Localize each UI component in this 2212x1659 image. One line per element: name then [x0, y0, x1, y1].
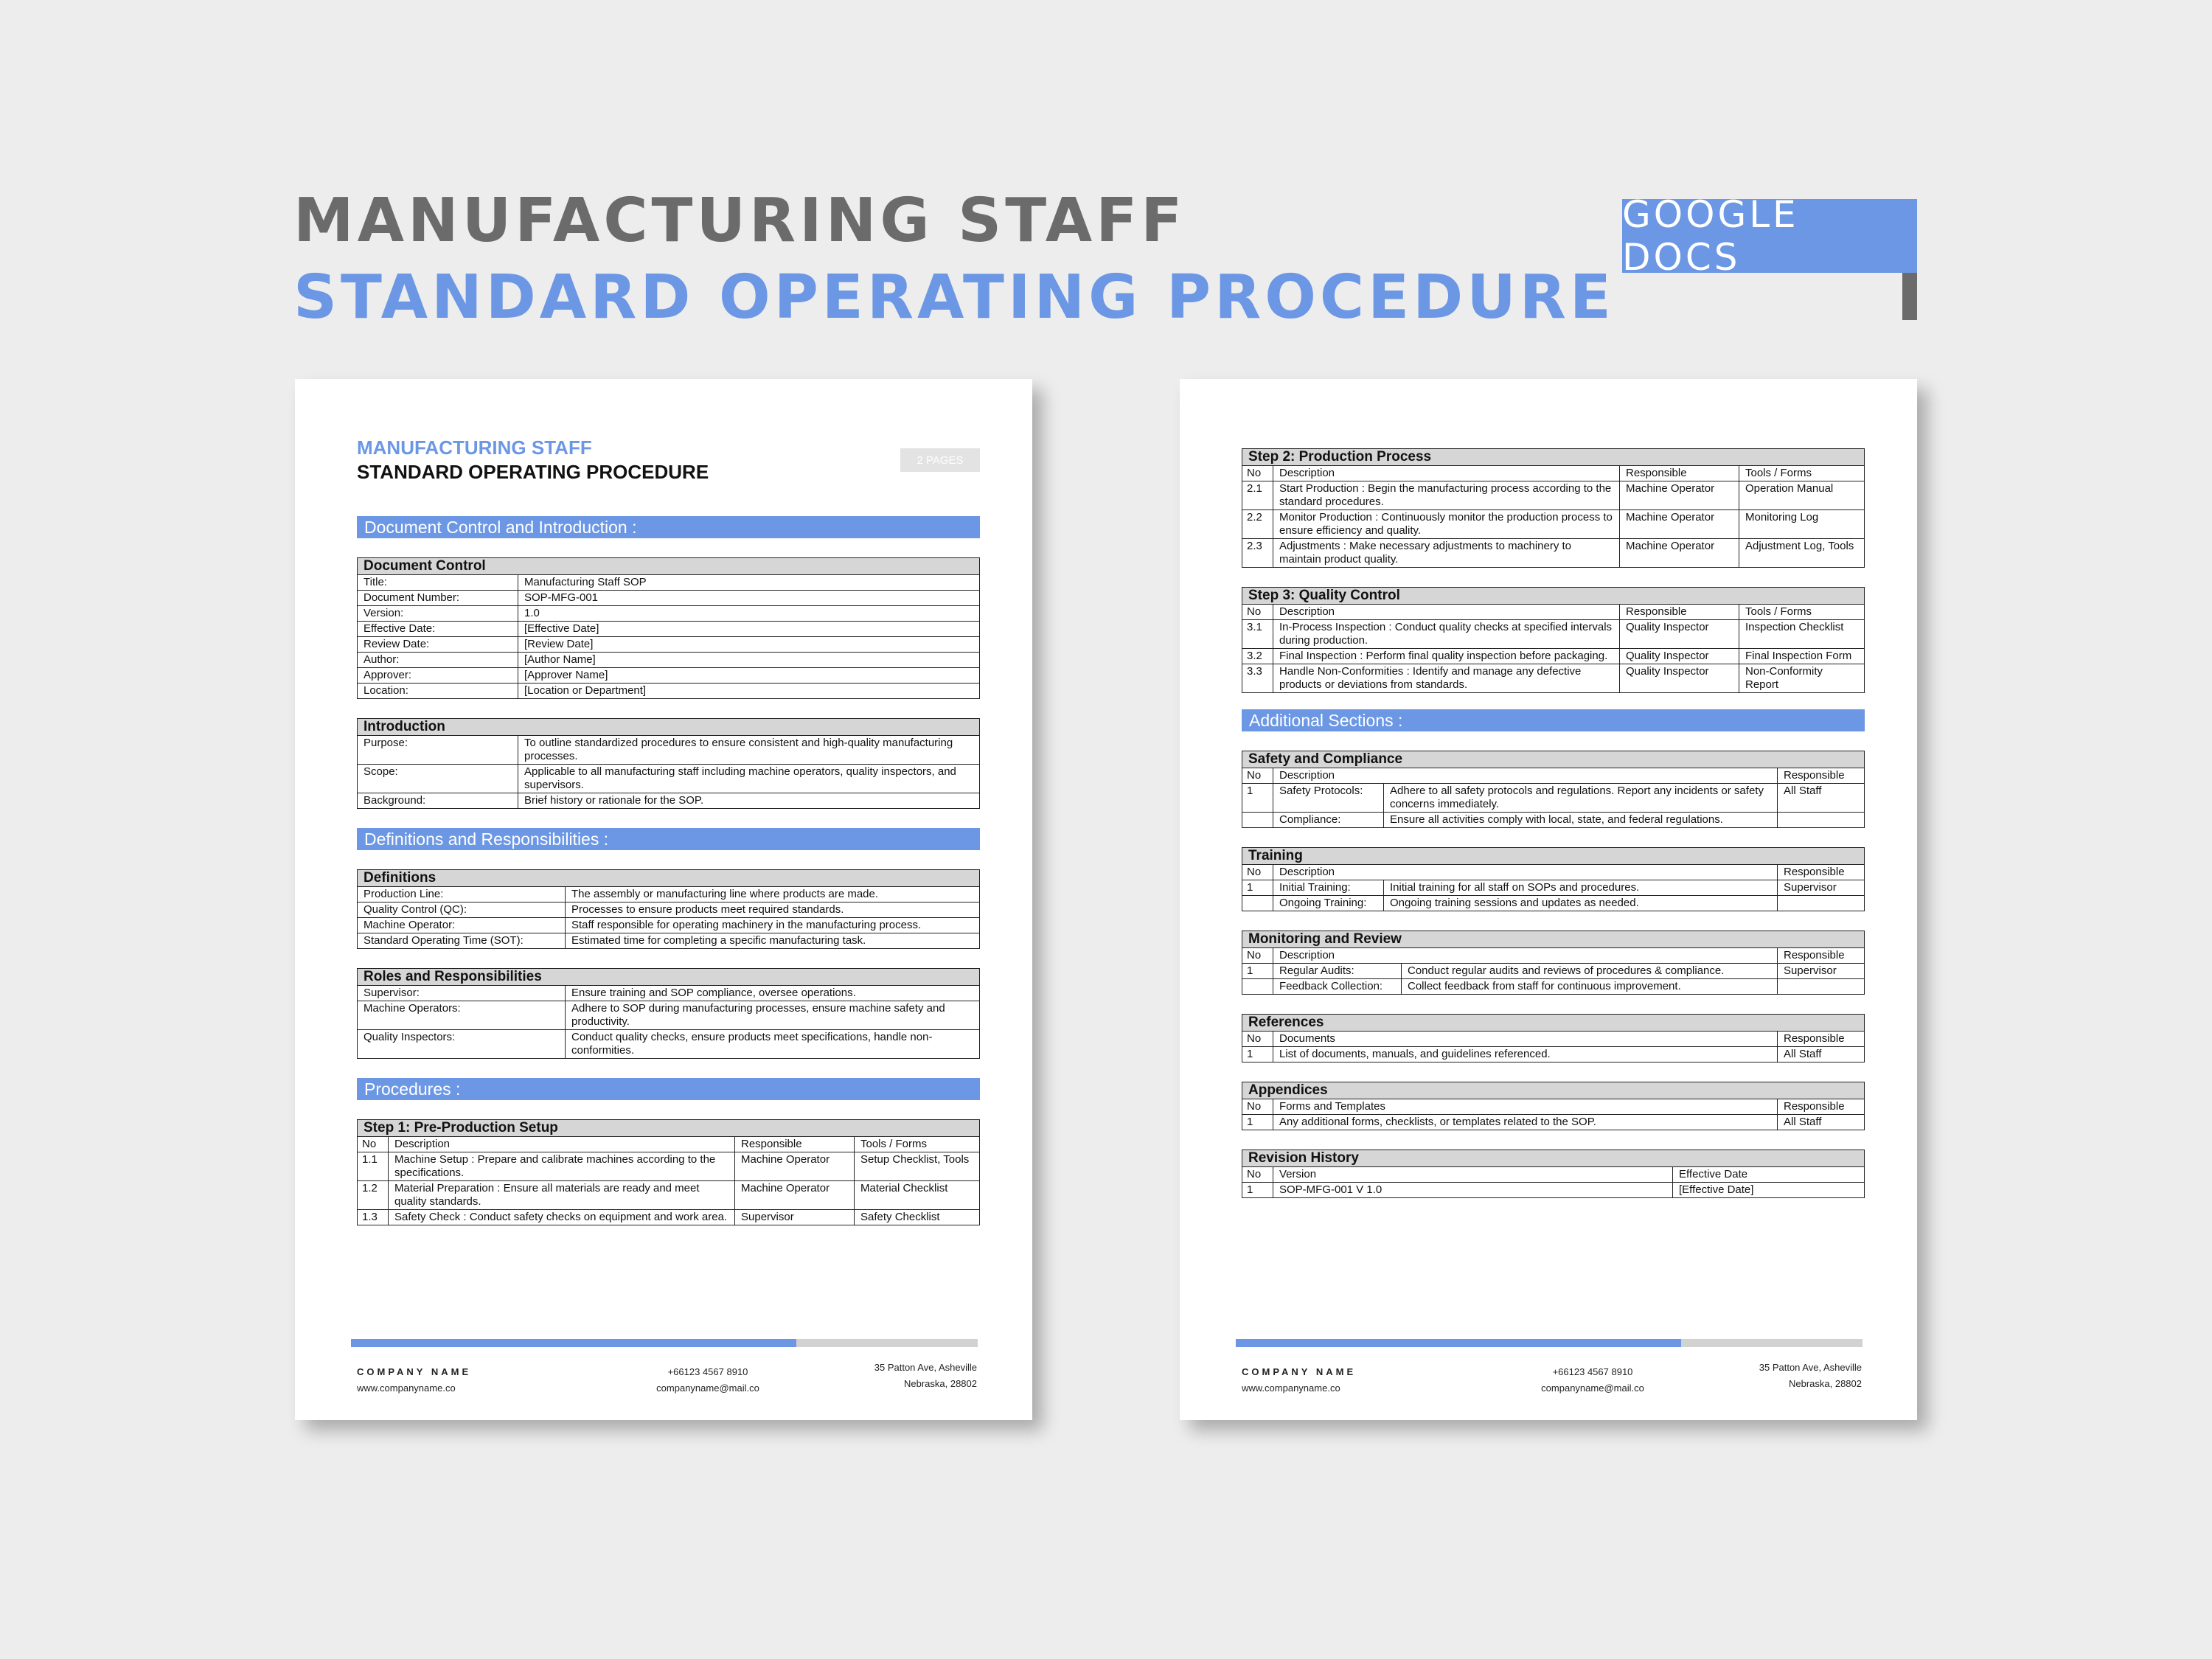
table-row [358, 887, 980, 902]
column-header: No [1242, 948, 1273, 964]
step-responsible: Quality Inspector [1620, 664, 1739, 693]
column-header: Effective Date [1673, 1167, 1865, 1183]
field-label: Document Number: [358, 591, 518, 606]
column-header: Description [1273, 865, 1778, 880]
table-row [358, 765, 980, 793]
company-phone: +66123 4567 8910 [1552, 1366, 1633, 1377]
column-header: Description [1273, 948, 1778, 964]
roles-table [357, 968, 980, 1059]
table-row [1242, 964, 1865, 979]
table-row [1242, 539, 1865, 568]
field-value: [Effective Date] [518, 622, 980, 637]
column-header-row [1242, 605, 1865, 620]
table-row [1242, 784, 1865, 813]
table-row [358, 1181, 980, 1210]
item-responsible: All Staff [1778, 1115, 1865, 1130]
table-header: Step 2: Production Process [1242, 449, 1865, 466]
table-row [1242, 1047, 1865, 1062]
definitions-table [357, 869, 980, 949]
item-number: 1 [1242, 880, 1273, 896]
table-row [358, 1001, 980, 1030]
table-row [358, 1152, 980, 1181]
role: Supervisor: [358, 986, 566, 1001]
column-header: No [358, 1137, 389, 1152]
column-header: Description [1273, 466, 1620, 481]
footer-company [1242, 1364, 1356, 1397]
table-header: References [1242, 1015, 1865, 1032]
safety-table [1242, 751, 1865, 828]
item-number [1242, 896, 1273, 911]
column-header: Responsible [1620, 466, 1739, 481]
training-table [1242, 847, 1865, 911]
item-number: 1 [1242, 964, 1273, 979]
step-description: Monitor Production : Continuously monitor the production process to ensure efficiency and quality. [1273, 510, 1620, 539]
step1-table [357, 1119, 980, 1225]
table-row [1242, 979, 1865, 995]
footer-company [357, 1364, 471, 1397]
item-label: Regular Audits: [1273, 964, 1402, 979]
table-row [358, 653, 980, 668]
table-row [358, 986, 980, 1001]
field-label: Effective Date: [358, 622, 518, 637]
item-number [1242, 813, 1273, 828]
step-description: Handle Non-Conformities : Identify and manage any defective products or deviations from standards. [1273, 664, 1620, 693]
step-description: Machine Setup : Prepare and calibrate machines according to the specifications. [389, 1152, 735, 1181]
document-page-1 [295, 379, 1032, 1420]
footer-progress-bar [1236, 1339, 1863, 1347]
item-responsible: Supervisor [1778, 964, 1865, 979]
step-description: Start Production : Begin the manufacturing process according to the standard procedures. [1273, 481, 1620, 510]
section-header-procedures: Procedures : [357, 1078, 980, 1100]
table-header: Introduction [358, 719, 980, 736]
column-header: No [1242, 466, 1273, 481]
step-number: 2.2 [1242, 510, 1273, 539]
column-header-row [1242, 768, 1865, 784]
table-row [1242, 510, 1865, 539]
field-value: [Author Name] [518, 653, 980, 668]
field-value: Manufacturing Staff SOP [518, 575, 980, 591]
table-header: Step 1: Pre-Production Setup [358, 1120, 980, 1137]
item-description: Conduct regular audits and reviews of procedures & compliance. [1402, 964, 1778, 979]
step-tools: Adjustment Log, Tools [1739, 539, 1865, 568]
column-header: Responsible [735, 1137, 855, 1152]
column-header: Version [1273, 1167, 1673, 1183]
item-description: Initial training for all staff on SOPs and procedures. [1384, 880, 1778, 896]
table-row [358, 606, 980, 622]
item-label: Feedback Collection: [1273, 979, 1402, 995]
section-header-additional: Additional Sections : [1242, 709, 1865, 731]
field-value: Applicable to all manufacturing staff including machine operators, quality inspectors, and supervisors. [518, 765, 980, 793]
page-2-content [1242, 429, 1865, 1198]
table-row [358, 793, 980, 809]
step-responsible: Machine Operator [1620, 510, 1739, 539]
footer-address [1652, 1360, 1862, 1392]
company-name: COMPANY NAME [357, 1366, 472, 1377]
column-header: Description [1273, 605, 1620, 620]
term: Production Line: [358, 887, 566, 902]
table-row [358, 933, 980, 949]
table-header: Revision History [1242, 1150, 1865, 1167]
step-responsible: Quality Inspector [1620, 649, 1739, 664]
step-number: 2.3 [1242, 539, 1273, 568]
step-tools: Material Checklist [855, 1181, 980, 1210]
footer-progress-bar [351, 1339, 978, 1347]
company-name: COMPANY NAME [1242, 1366, 1357, 1377]
company-email: companyname@mail.co [656, 1382, 759, 1394]
step3-table [1242, 587, 1865, 693]
step2-table [1242, 448, 1865, 568]
address-line2: Nebraska, 28802 [1788, 1378, 1862, 1389]
table-row [358, 591, 980, 606]
item-label: Initial Training: [1273, 880, 1384, 896]
item-number [1242, 979, 1273, 995]
responsibility: Ensure training and SOP compliance, oversee operations. [566, 986, 980, 1001]
company-email: companyname@mail.co [1541, 1382, 1644, 1394]
table-row [1242, 813, 1865, 828]
section-header-document-control: Document Control and Introduction : [357, 516, 980, 538]
definition: The assembly or manufacturing line where products are made. [566, 887, 980, 902]
column-header: No [1242, 1099, 1273, 1115]
field-label: Approver: [358, 668, 518, 684]
table-row [358, 622, 980, 637]
column-header-row [1242, 1032, 1865, 1047]
references-table [1242, 1014, 1865, 1062]
step-number: 1.1 [358, 1152, 389, 1181]
step-tools: Inspection Checklist [1739, 620, 1865, 649]
step-tools: Monitoring Log [1739, 510, 1865, 539]
column-header: Tools / Forms [1739, 605, 1865, 620]
item-description: List of documents, manuals, and guidelines referenced. [1273, 1047, 1778, 1062]
column-header: Forms and Templates [1273, 1099, 1778, 1115]
column-header-row [1242, 466, 1865, 481]
table-header: Step 3: Quality Control [1242, 588, 1865, 605]
table-row [358, 668, 980, 684]
step-responsible: Supervisor [735, 1210, 855, 1225]
table-header: Document Control [358, 558, 980, 575]
responsibility: Adhere to SOP during manufacturing processes, ensure machine safety and productivity. [566, 1001, 980, 1030]
monitoring-table [1242, 931, 1865, 995]
address-line1: 35 Patton Ave, Asheville [874, 1362, 977, 1373]
column-header-row [1242, 948, 1865, 964]
term: Standard Operating Time (SOT): [358, 933, 566, 949]
footer-contact [627, 1364, 789, 1397]
step-tools: Safety Checklist [855, 1210, 980, 1225]
column-header: No [1242, 865, 1273, 880]
doc-title-line1: MANUFACTURING STAFF [357, 437, 592, 459]
table-header: Training [1242, 848, 1865, 865]
field-label: Title: [358, 575, 518, 591]
step-tools: Setup Checklist, Tools [855, 1152, 980, 1181]
step-responsible: Quality Inspector [1620, 620, 1739, 649]
table-row [1242, 880, 1865, 896]
column-header: No [1242, 768, 1273, 784]
item-label: Compliance: [1273, 813, 1384, 828]
step-number: 1.2 [358, 1181, 389, 1210]
field-value: To outline standardized procedures to ensure consistent and high-quality manufacturing processes. [518, 736, 980, 765]
column-header: Description [389, 1137, 735, 1152]
document-page-2 [1180, 379, 1917, 1420]
role: Quality Inspectors: [358, 1030, 566, 1059]
company-website: www.companyname.co [1242, 1382, 1340, 1394]
column-header: Tools / Forms [855, 1137, 980, 1152]
item-description: Any additional forms, checklists, or templates related to the SOP. [1273, 1115, 1778, 1130]
address-line2: Nebraska, 28802 [903, 1378, 977, 1389]
table-row [358, 575, 980, 591]
role: Machine Operators: [358, 1001, 566, 1030]
column-header-row [1242, 1167, 1865, 1183]
item-number: 1 [1242, 1183, 1273, 1198]
step-number: 1.3 [358, 1210, 389, 1225]
item-description: Ensure all activities comply with local, state, and federal regulations. [1384, 813, 1778, 828]
item-number: 1 [1242, 1115, 1273, 1130]
field-label: Purpose: [358, 736, 518, 765]
table-row [358, 684, 980, 699]
company-phone: +66123 4567 8910 [667, 1366, 748, 1377]
step-number: 3.3 [1242, 664, 1273, 693]
google-docs-badge: GOOGLE DOCS [1622, 199, 1917, 273]
table-header: Safety and Compliance [1242, 751, 1865, 768]
step-tools: Final Inspection Form [1739, 649, 1865, 664]
revision-version: SOP-MFG-001 V 1.0 [1273, 1183, 1673, 1198]
step-responsible: Machine Operator [1620, 539, 1739, 568]
step-tools: Operation Manual [1739, 481, 1865, 510]
column-header: Tools / Forms [1739, 466, 1865, 481]
item-responsible [1778, 813, 1865, 828]
step-description: Adjustments : Make necessary adjustments to machinery to maintain product quality. [1273, 539, 1620, 568]
step-description: Material Preparation : Ensure all materials are ready and meet quality standards. [389, 1181, 735, 1210]
section-header-definitions: Definitions and Responsibilities : [357, 828, 980, 850]
field-value: [Review Date] [518, 637, 980, 653]
item-label: Safety Protocols: [1273, 784, 1384, 813]
field-label: Location: [358, 684, 518, 699]
document-control-table [357, 557, 980, 699]
column-header-row [358, 1137, 980, 1152]
term: Quality Control (QC): [358, 902, 566, 918]
hero-title-line1: MANUFACTURING STAFF [293, 186, 1186, 256]
item-number: 1 [1242, 1047, 1273, 1062]
table-row [358, 736, 980, 765]
item-description: Collect feedback from staff for continuous improvement. [1402, 979, 1778, 995]
step-tools: Non-Conformity Report [1739, 664, 1865, 693]
table-row [1242, 1183, 1865, 1198]
field-value: [Approver Name] [518, 668, 980, 684]
doc-title-line2: STANDARD OPERATING PROCEDURE [357, 461, 709, 483]
column-header: Documents [1273, 1032, 1778, 1047]
field-label: Review Date: [358, 637, 518, 653]
company-website: www.companyname.co [357, 1382, 456, 1394]
field-label: Author: [358, 653, 518, 668]
table-header: Appendices [1242, 1082, 1865, 1099]
badge-accent-bar [1902, 273, 1917, 320]
table-row [1242, 664, 1865, 693]
column-header: Responsible [1778, 865, 1865, 880]
field-label: Version: [358, 606, 518, 622]
hero-title-line2: STANDARD OPERATING PROCEDURE [293, 262, 1615, 333]
table-row [358, 902, 980, 918]
column-header: No [1242, 1167, 1273, 1183]
revision-history-table [1242, 1150, 1865, 1198]
definition: Staff responsible for operating machinery in the manufacturing process. [566, 918, 980, 933]
item-responsible: All Staff [1778, 1047, 1865, 1062]
footer-address [767, 1360, 977, 1392]
column-header: No [1242, 1032, 1273, 1047]
field-label: Scope: [358, 765, 518, 793]
step-description: Safety Check : Conduct safety checks on equipment and work area. [389, 1210, 735, 1225]
item-description: Adhere to all safety protocols and regulations. Report any incidents or safety concerns immediately. [1384, 784, 1778, 813]
item-responsible [1778, 896, 1865, 911]
field-value: SOP-MFG-001 [518, 591, 980, 606]
page-1-content [357, 423, 980, 1225]
field-label: Background: [358, 793, 518, 809]
step-responsible: Machine Operator [735, 1181, 855, 1210]
table-row [358, 637, 980, 653]
column-header-row [1242, 1099, 1865, 1115]
item-number: 1 [1242, 784, 1273, 813]
table-row [1242, 620, 1865, 649]
column-header: No [1242, 605, 1273, 620]
pages-badge: 2 PAGES [900, 448, 980, 472]
column-header: Responsible [1778, 768, 1865, 784]
step-number: 3.2 [1242, 649, 1273, 664]
footer-bar-fill [1236, 1339, 1681, 1347]
column-header: Description [1273, 768, 1778, 784]
step-number: 2.1 [1242, 481, 1273, 510]
item-responsible: Supervisor [1778, 880, 1865, 896]
appendices-table [1242, 1082, 1865, 1130]
term: Machine Operator: [358, 918, 566, 933]
address-line1: 35 Patton Ave, Asheville [1759, 1362, 1862, 1373]
table-row [1242, 1115, 1865, 1130]
field-value: 1.0 [518, 606, 980, 622]
table-row [1242, 896, 1865, 911]
table-row [1242, 649, 1865, 664]
table-row [358, 1210, 980, 1225]
column-header: Responsible [1778, 1099, 1865, 1115]
column-header: Responsible [1620, 605, 1739, 620]
step-responsible: Machine Operator [1620, 481, 1739, 510]
table-row [1242, 481, 1865, 510]
step-responsible: Machine Operator [735, 1152, 855, 1181]
step-description: Final Inspection : Perform final quality inspection before packaging. [1273, 649, 1620, 664]
table-header: Definitions [358, 870, 980, 887]
table-row [358, 1030, 980, 1059]
item-responsible: All Staff [1778, 784, 1865, 813]
table-header: Monitoring and Review [1242, 931, 1865, 948]
definition: Processes to ensure products meet required standards. [566, 902, 980, 918]
field-value: Brief history or rationale for the SOP. [518, 793, 980, 809]
item-label: Ongoing Training: [1273, 896, 1384, 911]
field-value: [Location or Department] [518, 684, 980, 699]
footer-bar-fill [351, 1339, 796, 1347]
responsibility: Conduct quality checks, ensure products meet specifications, handle non-conformities. [566, 1030, 980, 1059]
footer-contact [1512, 1364, 1674, 1397]
table-header: Roles and Responsibilities [358, 969, 980, 986]
table-row [358, 918, 980, 933]
column-header: Responsible [1778, 1032, 1865, 1047]
definition: Estimated time for completing a specific manufacturing task. [566, 933, 980, 949]
item-responsible [1778, 979, 1865, 995]
item-description: Ongoing training sessions and updates as needed. [1384, 896, 1778, 911]
column-header-row [1242, 865, 1865, 880]
step-description: In-Process Inspection : Conduct quality checks at specified intervals during production. [1273, 620, 1620, 649]
step-number: 3.1 [1242, 620, 1273, 649]
column-header: Responsible [1778, 948, 1865, 964]
introduction-table [357, 718, 980, 809]
revision-date: [Effective Date] [1673, 1183, 1865, 1198]
